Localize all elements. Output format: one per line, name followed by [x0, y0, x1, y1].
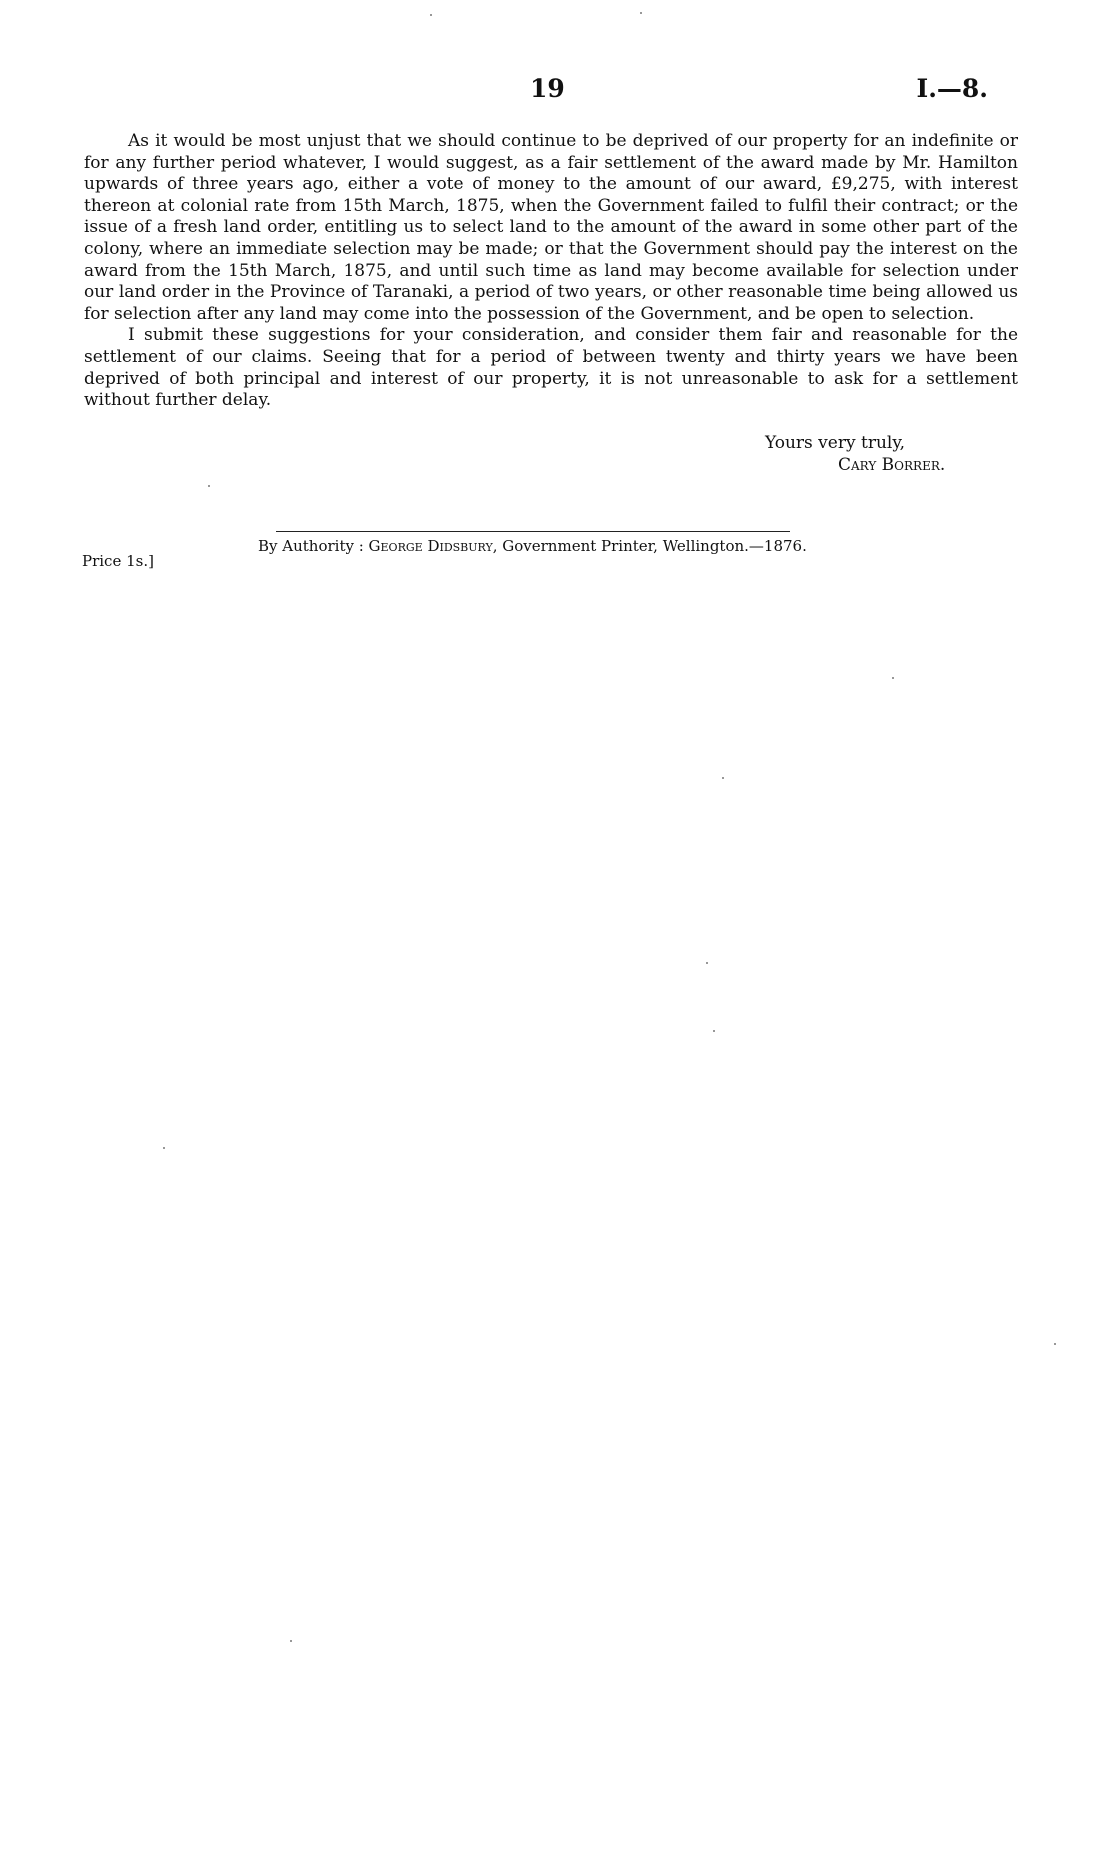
- footer-divider: [276, 531, 790, 532]
- scan-speck: [163, 1147, 165, 1149]
- letter-closing: [765, 432, 945, 476]
- paragraph-settlement-proposal: As it would be most unjust that we should continue to be deprived of our property for an indefinite or for any further period whatever, I would suggest, as a fair settlement of the award made by Mr. Hamilton upwards of three years ago, either a vote of money to the amount of our award, £9,275, with interest thereon at colonial rate from 15th March, 1875, when the Government failed to fulfil their contract; or the issue of a fresh land order, entitling us to select land to the amount of the award in some other part of the colony, where an immediate selection may be made; or that the Government should pay the interest on the award from the 15th March, 1875, and until such time as land may become available for selection under our land order in the Province of Taranaki, a period of two years, or other reasonable time being allowed us for selection after any land may come into the possession of the Government, and be open to selection.: [84, 131, 1018, 324]
- scan-speck: [208, 485, 210, 487]
- paragraph-submission: I submit these suggestions for your consideration, and consider them fair and reasonable for the settlement of our claims. Seeing that for a period of between twenty and thirty years we have been deprived of both principal and interest of our property, it is not unreasonable to ask for a settlement without further delay.: [84, 325, 1018, 411]
- scan-speck: [640, 12, 642, 14]
- authority-prefix: By Authority :: [258, 537, 369, 555]
- scan-speck: [1054, 1343, 1056, 1345]
- salutation: Yours very truly,: [765, 433, 906, 453]
- signature: Cary Borrer.: [838, 455, 946, 475]
- scan-speck: [722, 777, 724, 779]
- price-label: Price 1s.]: [82, 552, 154, 570]
- printer-imprint: [258, 537, 807, 555]
- page-number: 19: [530, 74, 565, 103]
- printer-details: , Government Printer, Wellington.—1876.: [492, 537, 807, 555]
- scan-speck: [892, 677, 894, 679]
- scan-speck: [430, 14, 432, 16]
- scan-speck: [713, 1030, 715, 1032]
- document-reference: I.—8.: [916, 74, 988, 103]
- printer-name: George Didsbury: [368, 537, 493, 555]
- scan-speck: [706, 962, 708, 964]
- scan-speck: [290, 1640, 292, 1642]
- letter-body: [84, 131, 1018, 412]
